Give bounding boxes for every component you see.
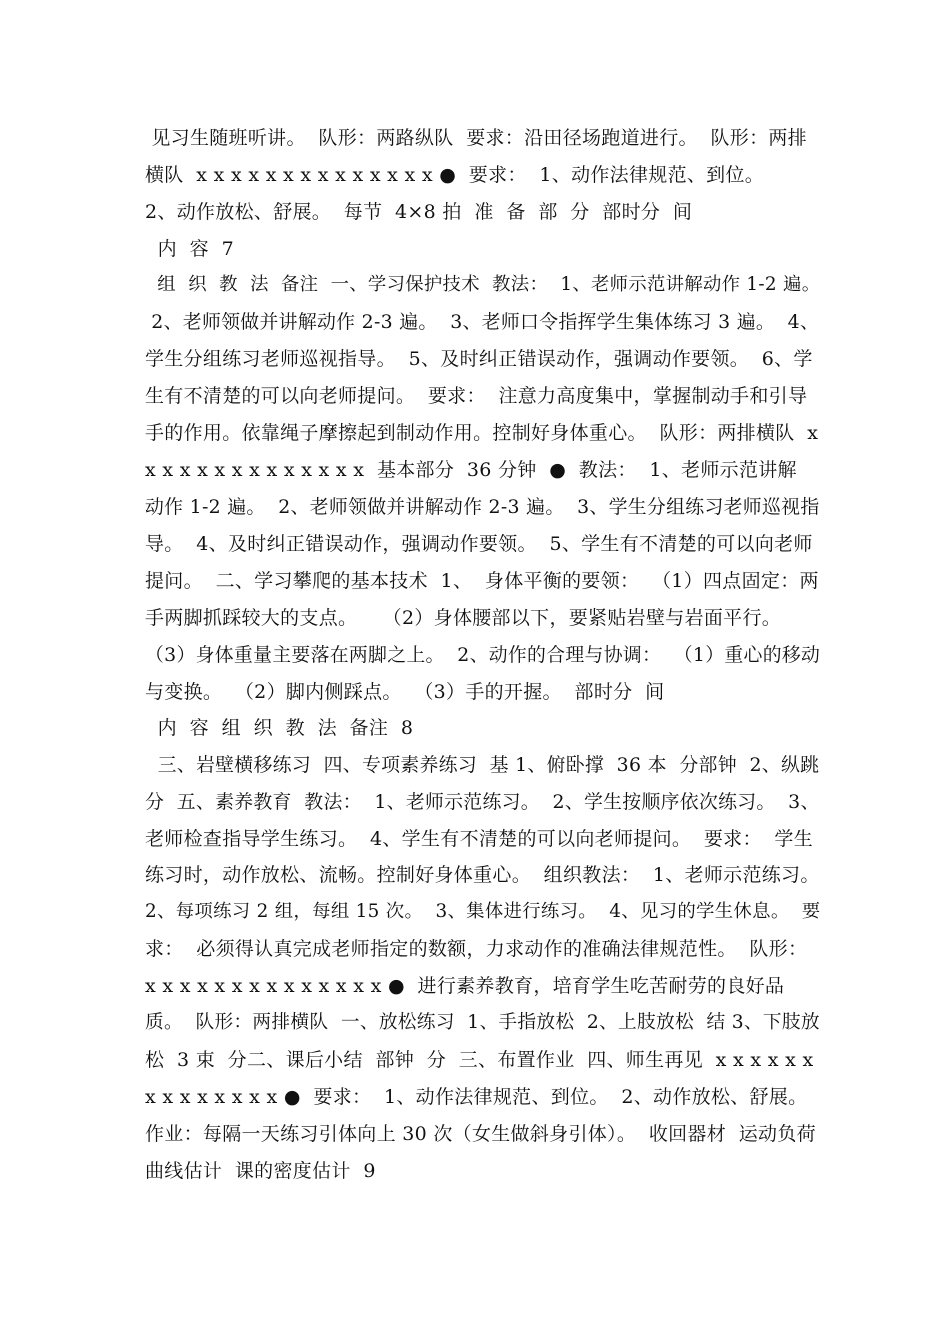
text-line-23: 求： 必须得认真完成老师指定的数额，力求动作的准确法律规范性。 队形： (145, 938, 808, 960)
text-line-19: 分 五、素养教育 教法： 1、老师示范练习。 2、学生按顺序依次练习。 3、 (145, 791, 820, 813)
text-line-25: 质。 队形：两排横队 一、放松练习 1、手指放松 2、上肢放松 结 3、下肢放 (145, 1012, 820, 1033)
text-line-10: x x x x x x x x x x x x x 基本部分 36 分钟 ● 教法： 1、老师示范讲解 (145, 459, 797, 481)
text-line-16: 与变换。 （2）脚内侧踩点。 （3）手的开握。 部时分 间 (145, 681, 665, 703)
text-line-28: 作业：每隔一天练习引体向上 30 次（女生做斜身引体）。 收回器材 运动负荷 (145, 1123, 816, 1145)
text-line-22: 2、每项练习 2 组，每组 15 次。 3、集体进行练习。 4、见习的学生休息。 要 (145, 901, 821, 922)
text-line-8: 生有不清楚的可以向老师提问。 要求： 注意力高度集中，掌握制动手和引导 (145, 385, 808, 407)
text-line-18: 三、岩壁横移练习 四、专项素养练习 基 1、俯卧撑 36 本 分部钟 2、纵跳 (145, 754, 820, 776)
text-line-14: 手两脚抓踩较大的支点。 （2）身体腰部以下，要紧贴岩壁与岩面平行。 (145, 607, 782, 629)
text-line-6: 2、老师领做并讲解动作 2-3 遍。 3、老师口令指挥学生集体练习 3 遍。 4、 (145, 311, 820, 333)
text-line-5: 组 织 教 法 备注 一、学习保护技术 教法： 1、老师示范讲解动作 1-2 遍。 (145, 274, 821, 295)
text-line-7: 学生分组练习老师巡视指导。 5、及时纠正错误动作，强调动作要领。 6、学 (145, 348, 813, 370)
text-line-13: 提问。 二、学习攀爬的基本技术 1、 身体平衡的要领： （1）四点固定：两 (145, 570, 819, 592)
text-line-4: 内 容 7 (145, 238, 235, 260)
text-line-21: 练习时，动作放松、流畅。控制好身体重心。 组织教法： 1、老师示范练习。 (145, 864, 820, 886)
text-line-12: 导。 4、及时纠正错误动作，强调动作要领。 5、学生有不清楚的可以向老师 (145, 533, 813, 555)
text-line-9: 手的作用。依靠绳子摩擦起到制动作用。控制好身体重心。 队形：两排横队 x (145, 422, 819, 444)
text-line-2: 横队 x x x x x x x x x x x x x x ● 要求： 1、动作法律规范、到位。 (145, 164, 765, 186)
text-line-24: x x x x x x x x x x x x x x ● 进行素养教育，培育学生吃苦耐劳的良好品 (145, 975, 785, 997)
text-line-17: 内 容 组 织 教 法 备注 8 (145, 717, 414, 739)
text-line-27: x x x x x x x x ● 要求： 1、动作法律规范、到位。 2、动作放松、舒展。 (145, 1086, 808, 1108)
text-line-3: 2、动作放松、舒展。 每节 4×8 拍 准 备 部 分 部时分 间 (145, 201, 693, 223)
text-line-11: 动作 1-2 遍。 2、老师领做并讲解动作 2-3 遍。 3、学生分组练习老师巡视指 (145, 496, 820, 518)
text-line-1: 见习生随班听讲。 队形：两路纵队 要求：沿田径场跑道进行。 队形：两排 (145, 127, 807, 149)
text-line-20: 老师检查指导学生练习。 4、学生有不清楚的可以向老师提问。 要求： 学生 (145, 828, 814, 850)
text-line-29: 曲线估计 课的密度估计 9 (145, 1160, 376, 1182)
text-line-26: 松 3 束 分二、课后小结 部钟 分 三、布置作业 四、师生再见 x x x x x x (145, 1049, 814, 1071)
text-line-15: （3）身体重量主要落在两脚之上。 2、动作的合理与协调： （1）重心的移动 (145, 644, 821, 666)
